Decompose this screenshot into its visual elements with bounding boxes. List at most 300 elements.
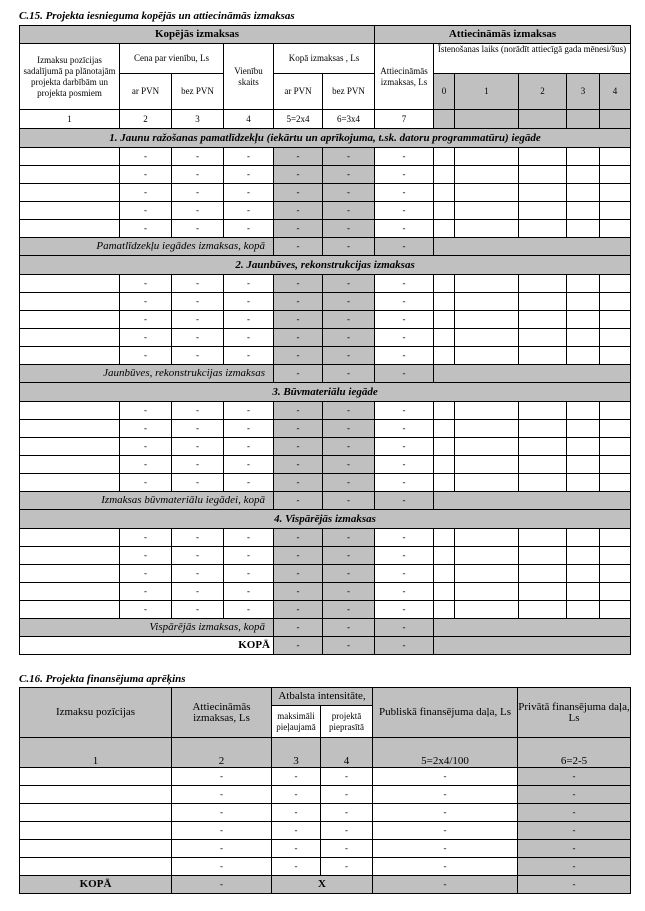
value-cell[interactable]: - bbox=[375, 220, 434, 238]
value-cell[interactable]: - bbox=[224, 420, 274, 438]
value-cell[interactable]: - bbox=[120, 456, 172, 474]
month-cell[interactable] bbox=[519, 438, 567, 456]
month-cell[interactable] bbox=[567, 529, 600, 547]
istenosanas-header: Īstenošanas laiks (norādīt attiecīgā gada mēnesi/šus) bbox=[434, 44, 631, 74]
value-cell[interactable]: - bbox=[172, 529, 224, 547]
month-cell[interactable] bbox=[519, 311, 567, 329]
month-cell[interactable] bbox=[600, 202, 631, 220]
value-cell[interactable]: - bbox=[172, 786, 272, 804]
month-cell[interactable] bbox=[434, 601, 455, 619]
month-cell[interactable] bbox=[434, 329, 455, 347]
value-cell[interactable]: - bbox=[120, 565, 172, 583]
value-cell[interactable]: - bbox=[224, 402, 274, 420]
month-cell[interactable] bbox=[519, 275, 567, 293]
value-cell[interactable]: - bbox=[172, 601, 224, 619]
position-cell[interactable] bbox=[20, 311, 120, 329]
computed-cell: - bbox=[518, 786, 631, 804]
position-cell[interactable] bbox=[20, 822, 172, 840]
position-cell[interactable] bbox=[20, 438, 120, 456]
value-cell[interactable]: - bbox=[120, 275, 172, 293]
kopa-value: - bbox=[518, 876, 631, 894]
month-cell[interactable] bbox=[567, 565, 600, 583]
month-cell[interactable] bbox=[567, 184, 600, 202]
value-cell[interactable]: - bbox=[120, 529, 172, 547]
table-row bbox=[20, 858, 631, 876]
table-row bbox=[20, 184, 631, 202]
table-row bbox=[20, 804, 631, 822]
value-cell[interactable]: - bbox=[375, 329, 434, 347]
value-cell[interactable]: - bbox=[120, 583, 172, 601]
table-row bbox=[20, 768, 631, 786]
month-header: 3 bbox=[567, 74, 600, 110]
value-cell[interactable]: - bbox=[373, 768, 518, 786]
month-cell[interactable] bbox=[600, 311, 631, 329]
computed-cell: - bbox=[274, 420, 323, 438]
month-cell[interactable] bbox=[567, 220, 600, 238]
computed-cell: - bbox=[274, 474, 323, 492]
subtotal-value: - bbox=[375, 238, 434, 256]
month-cell[interactable] bbox=[600, 456, 631, 474]
month-cell[interactable] bbox=[455, 547, 519, 565]
value-cell[interactable]: - bbox=[375, 148, 434, 166]
table-row bbox=[20, 822, 631, 840]
value-cell[interactable]: - bbox=[224, 184, 274, 202]
value-cell[interactable]: - bbox=[373, 840, 518, 858]
computed-cell: - bbox=[323, 275, 375, 293]
month-cell[interactable] bbox=[600, 329, 631, 347]
computed-cell: - bbox=[323, 329, 375, 347]
month-cell[interactable] bbox=[567, 583, 600, 601]
value-cell[interactable]: - bbox=[172, 275, 224, 293]
value-cell[interactable]: - bbox=[224, 347, 274, 365]
col-number: 5=2x4/100 bbox=[373, 738, 518, 768]
position-cell[interactable] bbox=[20, 786, 172, 804]
section-title: 2. Jaunbūves, rekonstrukcijas izmaksas bbox=[20, 256, 631, 275]
value-cell[interactable]: - bbox=[120, 347, 172, 365]
value-cell[interactable]: - bbox=[172, 329, 224, 347]
position-cell[interactable] bbox=[20, 547, 120, 565]
month-cell[interactable] bbox=[519, 583, 567, 601]
value-cell[interactable]: - bbox=[224, 547, 274, 565]
value-cell[interactable]: - bbox=[224, 456, 274, 474]
value-cell[interactable]: - bbox=[375, 601, 434, 619]
table-row bbox=[20, 202, 631, 220]
col-number: 1 bbox=[20, 110, 120, 129]
value-cell[interactable]: - bbox=[120, 148, 172, 166]
value-cell[interactable]: - bbox=[224, 166, 274, 184]
value-cell[interactable]: - bbox=[120, 474, 172, 492]
value-cell[interactable]: - bbox=[224, 438, 274, 456]
value-cell[interactable]: - bbox=[375, 275, 434, 293]
value-cell[interactable]: - bbox=[172, 402, 224, 420]
month-cell[interactable] bbox=[455, 202, 519, 220]
subtotal-value: - bbox=[323, 619, 375, 637]
month-cell[interactable] bbox=[434, 547, 455, 565]
month-cell[interactable] bbox=[455, 166, 519, 184]
value-cell[interactable]: - bbox=[172, 858, 272, 876]
computed-cell: - bbox=[274, 565, 323, 583]
table-row bbox=[20, 402, 631, 420]
value-cell[interactable]: - bbox=[373, 804, 518, 822]
subtotal-label: Pamatlīdzekļu iegādes izmaksas, kopā bbox=[20, 238, 274, 256]
month-cell[interactable] bbox=[434, 311, 455, 329]
month-cell[interactable] bbox=[600, 529, 631, 547]
value-cell[interactable]: - bbox=[321, 840, 373, 858]
month-cell[interactable] bbox=[434, 347, 455, 365]
month-cell[interactable] bbox=[434, 148, 455, 166]
value-cell[interactable]: - bbox=[373, 786, 518, 804]
computed-cell: - bbox=[323, 148, 375, 166]
value-cell[interactable]: - bbox=[172, 202, 224, 220]
month-cell[interactable] bbox=[600, 220, 631, 238]
position-cell[interactable] bbox=[20, 184, 120, 202]
position-cell[interactable] bbox=[20, 347, 120, 365]
ar-pvn-header: ar PVN bbox=[120, 74, 172, 110]
month-cell[interactable] bbox=[455, 275, 519, 293]
month-cell[interactable] bbox=[567, 420, 600, 438]
month-cell[interactable] bbox=[519, 329, 567, 347]
computed-cell: - bbox=[274, 529, 323, 547]
position-cell[interactable] bbox=[20, 804, 172, 822]
position-cell[interactable] bbox=[20, 456, 120, 474]
month-cell[interactable] bbox=[519, 293, 567, 311]
month-cell[interactable] bbox=[519, 547, 567, 565]
position-cell[interactable] bbox=[20, 202, 120, 220]
value-cell[interactable]: - bbox=[272, 786, 321, 804]
value-cell[interactable]: - bbox=[272, 822, 321, 840]
value-cell[interactable]: - bbox=[224, 565, 274, 583]
value-cell[interactable]: - bbox=[272, 768, 321, 786]
value-cell[interactable]: - bbox=[172, 804, 272, 822]
subtotal-value: - bbox=[274, 238, 323, 256]
month-cell[interactable] bbox=[455, 402, 519, 420]
month-cell[interactable] bbox=[600, 166, 631, 184]
value-cell[interactable]: - bbox=[172, 438, 224, 456]
month-cell[interactable] bbox=[519, 220, 567, 238]
month-cell[interactable] bbox=[600, 293, 631, 311]
month-cell[interactable] bbox=[567, 547, 600, 565]
table-row bbox=[20, 166, 631, 184]
table-row bbox=[20, 456, 631, 474]
month-cell[interactable] bbox=[455, 438, 519, 456]
section-title: 4. Vispārējās izmaksas bbox=[20, 510, 631, 529]
computed-cell: - bbox=[274, 293, 323, 311]
kopa-value: - bbox=[274, 637, 323, 655]
value-cell[interactable]: - bbox=[172, 184, 224, 202]
position-cell[interactable] bbox=[20, 166, 120, 184]
col-number: 7 bbox=[375, 110, 434, 129]
month-cell[interactable] bbox=[455, 347, 519, 365]
computed-cell: - bbox=[323, 565, 375, 583]
month-cell[interactable] bbox=[567, 474, 600, 492]
month-cell[interactable] bbox=[600, 148, 631, 166]
computed-cell: - bbox=[274, 456, 323, 474]
value-cell[interactable]: - bbox=[172, 768, 272, 786]
month-cell[interactable] bbox=[434, 293, 455, 311]
month-cell[interactable] bbox=[434, 583, 455, 601]
value-cell[interactable]: - bbox=[120, 420, 172, 438]
value-cell[interactable]: - bbox=[172, 166, 224, 184]
value-cell[interactable]: - bbox=[224, 529, 274, 547]
value-cell[interactable]: - bbox=[120, 329, 172, 347]
month-cell[interactable] bbox=[434, 202, 455, 220]
month-cell[interactable] bbox=[567, 311, 600, 329]
month-cell[interactable] bbox=[519, 148, 567, 166]
value-cell[interactable]: - bbox=[224, 583, 274, 601]
position-cell[interactable] bbox=[20, 402, 120, 420]
value-cell[interactable]: - bbox=[172, 311, 224, 329]
month-cell[interactable] bbox=[519, 529, 567, 547]
month-cell[interactable] bbox=[519, 402, 567, 420]
month-cell[interactable] bbox=[434, 565, 455, 583]
month-cell[interactable] bbox=[567, 275, 600, 293]
col-number: 2 bbox=[120, 110, 172, 129]
table-row bbox=[20, 565, 631, 583]
value-cell[interactable]: - bbox=[172, 474, 224, 492]
month-cell[interactable] bbox=[600, 420, 631, 438]
month-cell[interactable] bbox=[434, 275, 455, 293]
month-cell[interactable] bbox=[455, 474, 519, 492]
value-cell[interactable]: - bbox=[375, 456, 434, 474]
month-cell[interactable] bbox=[519, 565, 567, 583]
subtotal-label: Izmaksas būvmateriālu iegādei, kopā bbox=[20, 492, 274, 510]
value-cell[interactable]: - bbox=[375, 166, 434, 184]
value-cell[interactable]: - bbox=[224, 601, 274, 619]
subtotal-empty bbox=[434, 365, 631, 383]
position-cell[interactable] bbox=[20, 601, 120, 619]
month-cell[interactable] bbox=[519, 474, 567, 492]
position-cell[interactable] bbox=[20, 565, 120, 583]
month-cell[interactable] bbox=[600, 601, 631, 619]
subtotal-value: - bbox=[375, 365, 434, 383]
month-cell[interactable] bbox=[455, 601, 519, 619]
month-cell[interactable] bbox=[455, 583, 519, 601]
atbalsta-header: Atbalsta intensitāte, bbox=[272, 688, 373, 706]
month-cell[interactable] bbox=[455, 456, 519, 474]
value-cell[interactable]: - bbox=[272, 840, 321, 858]
month-cell[interactable] bbox=[567, 148, 600, 166]
value-cell[interactable]: - bbox=[172, 583, 224, 601]
value-cell[interactable]: - bbox=[375, 184, 434, 202]
value-cell[interactable]: - bbox=[321, 786, 373, 804]
value-cell[interactable]: - bbox=[375, 420, 434, 438]
subtotal-value: - bbox=[375, 492, 434, 510]
month-cell[interactable] bbox=[567, 329, 600, 347]
value-cell[interactable]: - bbox=[375, 474, 434, 492]
subtotal-value: - bbox=[375, 619, 434, 637]
value-cell[interactable]: - bbox=[375, 202, 434, 220]
month-cell[interactable] bbox=[455, 184, 519, 202]
month-cell[interactable] bbox=[600, 402, 631, 420]
computed-cell: - bbox=[518, 858, 631, 876]
computed-cell: - bbox=[274, 601, 323, 619]
value-cell[interactable]: - bbox=[272, 858, 321, 876]
subtotal-label: Vispārējās izmaksas, kopā bbox=[20, 619, 274, 637]
computed-cell: - bbox=[274, 275, 323, 293]
month-cell[interactable] bbox=[600, 583, 631, 601]
position-cell[interactable] bbox=[20, 474, 120, 492]
month-cell[interactable] bbox=[434, 184, 455, 202]
value-cell[interactable]: - bbox=[224, 474, 274, 492]
month-cell[interactable] bbox=[600, 184, 631, 202]
value-cell[interactable]: - bbox=[120, 438, 172, 456]
position-cell[interactable] bbox=[20, 275, 120, 293]
computed-cell: - bbox=[323, 529, 375, 547]
month-cell[interactable] bbox=[434, 220, 455, 238]
value-cell[interactable]: - bbox=[172, 347, 224, 365]
value-cell[interactable]: - bbox=[172, 420, 224, 438]
value-cell[interactable]: - bbox=[272, 804, 321, 822]
month-cell[interactable] bbox=[455, 329, 519, 347]
month-cell[interactable] bbox=[600, 565, 631, 583]
value-cell[interactable]: - bbox=[224, 202, 274, 220]
kopa-value: - bbox=[323, 637, 375, 655]
computed-cell: - bbox=[323, 583, 375, 601]
month-cell[interactable] bbox=[600, 347, 631, 365]
maks-header: maksimāli pieļaujamā bbox=[272, 706, 321, 738]
col-number: 4 bbox=[321, 738, 373, 768]
table-row bbox=[20, 220, 631, 238]
value-cell[interactable]: - bbox=[375, 438, 434, 456]
computed-cell: - bbox=[274, 220, 323, 238]
value-cell[interactable]: - bbox=[375, 583, 434, 601]
month-cell[interactable] bbox=[519, 601, 567, 619]
month-cell[interactable] bbox=[434, 438, 455, 456]
month-cell[interactable] bbox=[567, 347, 600, 365]
value-cell[interactable]: - bbox=[224, 293, 274, 311]
position-cell[interactable] bbox=[20, 148, 120, 166]
value-cell[interactable]: - bbox=[373, 822, 518, 840]
month-cell[interactable] bbox=[519, 456, 567, 474]
position-cell[interactable] bbox=[20, 583, 120, 601]
table-row bbox=[20, 438, 631, 456]
month-cell[interactable] bbox=[455, 565, 519, 583]
month-cell[interactable] bbox=[434, 529, 455, 547]
month-cell[interactable] bbox=[455, 420, 519, 438]
month-cell[interactable] bbox=[519, 166, 567, 184]
ar-pvn-header: ar PVN bbox=[274, 74, 323, 110]
attiec-izmaksas-header: Attiecināmās izmaksas, Ls bbox=[375, 44, 434, 110]
col-number: 3 bbox=[172, 110, 224, 129]
pozicijas-header: Izmaksu pozīcijas sadalījumā pa plānotajām projekta darbībām un projekta posmiem bbox=[20, 44, 120, 110]
month-cell[interactable] bbox=[455, 311, 519, 329]
month-cell[interactable] bbox=[567, 202, 600, 220]
month-cell[interactable] bbox=[600, 275, 631, 293]
value-cell[interactable]: - bbox=[321, 768, 373, 786]
value-cell[interactable]: - bbox=[120, 166, 172, 184]
month-cell[interactable] bbox=[455, 529, 519, 547]
month-cell[interactable] bbox=[567, 456, 600, 474]
month-cell[interactable] bbox=[455, 148, 519, 166]
value-cell[interactable]: - bbox=[321, 822, 373, 840]
position-cell[interactable] bbox=[20, 329, 120, 347]
month-cell[interactable] bbox=[434, 402, 455, 420]
value-cell[interactable]: - bbox=[321, 804, 373, 822]
value-cell[interactable]: - bbox=[172, 220, 224, 238]
month-cell[interactable] bbox=[567, 402, 600, 420]
value-cell[interactable]: - bbox=[172, 148, 224, 166]
value-cell[interactable]: - bbox=[321, 858, 373, 876]
month-cell[interactable] bbox=[434, 456, 455, 474]
position-cell[interactable] bbox=[20, 858, 172, 876]
col-number: 6=3x4 bbox=[323, 110, 375, 129]
computed-cell: - bbox=[274, 311, 323, 329]
month-cell[interactable] bbox=[600, 474, 631, 492]
value-cell[interactable]: - bbox=[375, 402, 434, 420]
value-cell[interactable]: - bbox=[120, 202, 172, 220]
month-cell[interactable] bbox=[567, 601, 600, 619]
value-cell[interactable]: - bbox=[120, 402, 172, 420]
value-cell[interactable]: - bbox=[224, 329, 274, 347]
value-cell[interactable]: - bbox=[172, 547, 224, 565]
value-cell[interactable]: - bbox=[224, 311, 274, 329]
value-cell[interactable]: - bbox=[224, 148, 274, 166]
month-header: 4 bbox=[600, 74, 631, 110]
kopa-value: - bbox=[373, 876, 518, 894]
cena-header: Cena par vienību, Ls bbox=[120, 44, 224, 74]
month-cell[interactable] bbox=[567, 293, 600, 311]
month-cell[interactable] bbox=[519, 202, 567, 220]
value-cell[interactable]: - bbox=[120, 311, 172, 329]
value-cell[interactable]: - bbox=[375, 547, 434, 565]
bez-pvn-header: bez PVN bbox=[172, 74, 224, 110]
month-cell[interactable] bbox=[455, 220, 519, 238]
month-cell[interactable] bbox=[455, 293, 519, 311]
position-cell[interactable] bbox=[20, 293, 120, 311]
month-cell[interactable] bbox=[434, 166, 455, 184]
value-cell[interactable]: - bbox=[375, 565, 434, 583]
value-cell[interactable]: - bbox=[172, 822, 272, 840]
attiec-header: Attiecināmās izmaksas, Ls bbox=[172, 688, 272, 738]
value-cell[interactable]: - bbox=[375, 293, 434, 311]
publ-header: Publiskā finansējuma daļa, Ls bbox=[373, 688, 518, 738]
value-cell[interactable]: - bbox=[120, 547, 172, 565]
value-cell[interactable]: - bbox=[120, 601, 172, 619]
month-cell[interactable] bbox=[434, 420, 455, 438]
value-cell[interactable]: - bbox=[375, 311, 434, 329]
position-cell[interactable] bbox=[20, 220, 120, 238]
value-cell[interactable]: - bbox=[224, 275, 274, 293]
value-cell[interactable]: - bbox=[172, 565, 224, 583]
value-cell[interactable]: - bbox=[373, 858, 518, 876]
month-cell[interactable] bbox=[600, 547, 631, 565]
table-row bbox=[20, 529, 631, 547]
table-row bbox=[20, 293, 631, 311]
month-cell[interactable] bbox=[600, 438, 631, 456]
month-cell[interactable] bbox=[519, 420, 567, 438]
value-cell[interactable]: - bbox=[172, 840, 272, 858]
month-cell[interactable] bbox=[519, 184, 567, 202]
position-cell[interactable] bbox=[20, 840, 172, 858]
value-cell[interactable]: - bbox=[172, 293, 224, 311]
position-cell[interactable] bbox=[20, 420, 120, 438]
kopejas-header: Kopējās izmaksas bbox=[20, 26, 375, 44]
value-cell[interactable]: - bbox=[375, 529, 434, 547]
position-cell[interactable] bbox=[20, 529, 120, 547]
value-cell[interactable]: - bbox=[172, 456, 224, 474]
month-cell[interactable] bbox=[567, 438, 600, 456]
position-cell[interactable] bbox=[20, 768, 172, 786]
month-cell[interactable] bbox=[519, 347, 567, 365]
month-cell[interactable] bbox=[434, 474, 455, 492]
value-cell[interactable]: - bbox=[120, 293, 172, 311]
value-cell[interactable]: - bbox=[120, 220, 172, 238]
value-cell[interactable]: - bbox=[375, 347, 434, 365]
value-cell[interactable]: - bbox=[120, 184, 172, 202]
month-cell[interactable] bbox=[567, 166, 600, 184]
value-cell[interactable]: - bbox=[224, 220, 274, 238]
month-header: 0 bbox=[434, 74, 455, 110]
